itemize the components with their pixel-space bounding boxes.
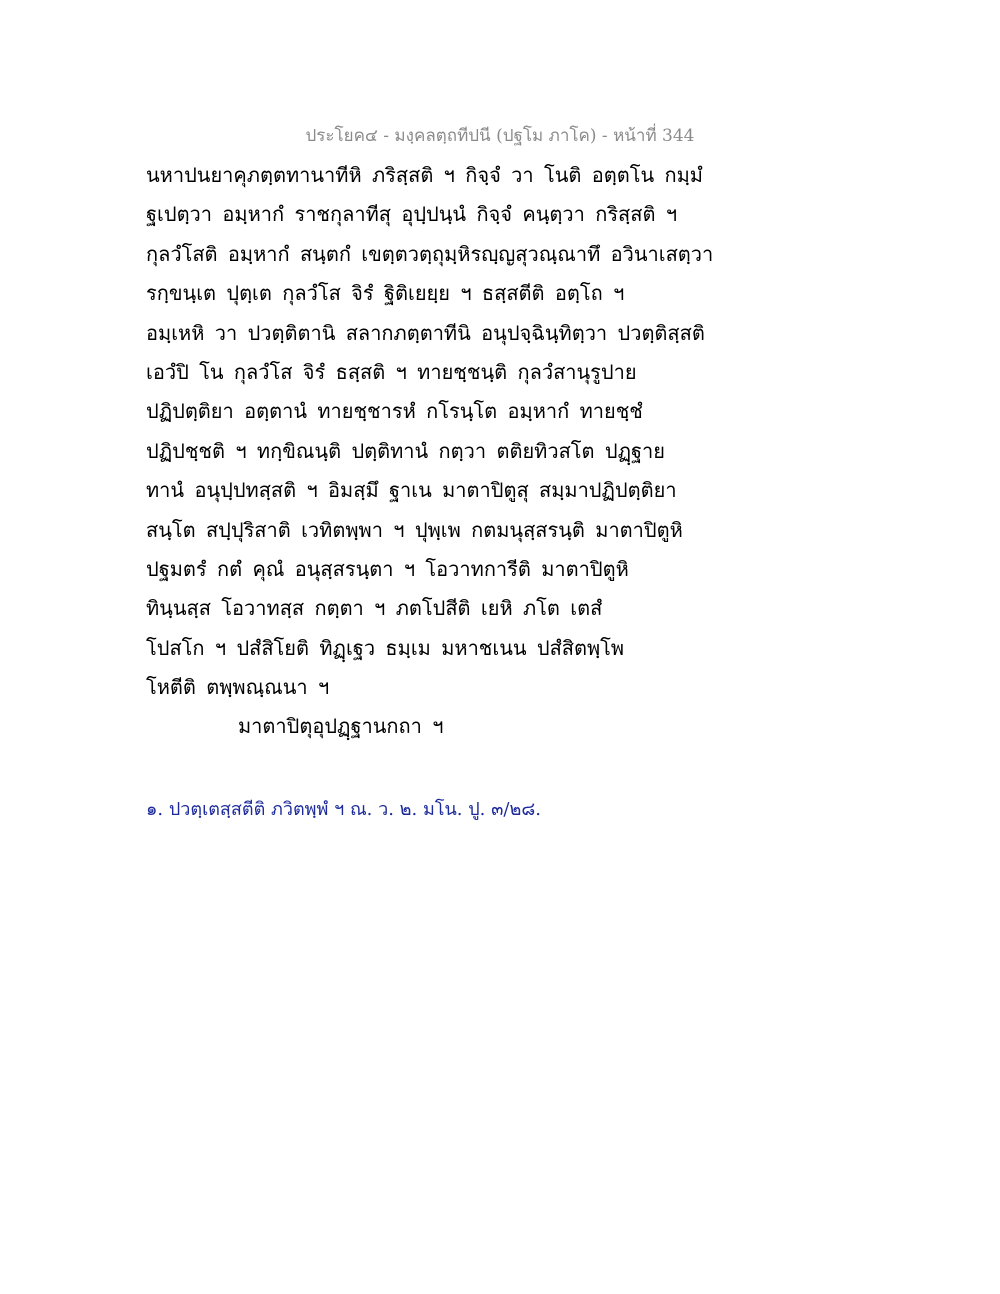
text-line: นหาปนยาคุภตฺตทานาทีหิ ภริสฺสติ ฯ กิจฺจํ วา โนติ อตฺตโน กมฺมํ (146, 163, 703, 187)
section-subheading: มาตาปิตุอุปฏฺฐานกถา ฯ (238, 714, 444, 739)
text-line: ปฏิปตฺติยา อตฺตานํ ทายชฺชารหํ กโรนฺโต อมฺหากํ ทายชฺชํ (146, 399, 643, 424)
text-line: กุลวํโสติ อมฺหากํ สนฺตกํ เขตฺตวตฺถุมฺหิรญฺญสุวณฺณาทึ อวินาเสตฺวา (146, 241, 714, 266)
text-line: ทินฺนสฺส โอวาทสฺส กตฺตา ฯ ภตโปสีติ เยหิ ภโต เตสํ (146, 596, 603, 621)
text-line: ปฐมตรํ กตํ คุณํ อนุสฺสรนฺตา ฯ โอวาทการีติ มาตาปิตูหิ (146, 556, 629, 581)
page-header-text: ประโยค๔ - มงฺคลตฺถทีปนี (ปฐโม ภาโค) - หน้าที่ 344 (305, 126, 695, 146)
text-line: ทานํ อนุปฺปทสฺสติ ฯ อิมสฺมึ ฐาเน มาตาปิตูสุ สมฺมาปฏิปตฺติยา (146, 478, 677, 503)
text-line: ปฏิปชฺชติ ฯ ทกฺขิณนฺติ ปตฺติทานํ กตฺวา ตติยทิวสโต ปฏฺฐาย (146, 438, 665, 463)
text-line: เอวํปิ โน กุลวํโส จิรํ ธสฺสติ ฯ ทายชฺชนฺติ กุลวํสานุรูปาย (146, 359, 637, 384)
body-text (146, 156, 866, 747)
text-line: โปสโก ฯ ปสํสิโยติ ทิฏฺเฐว ธมฺเม มหาชเนน ปสํสิตพฺโพ (146, 635, 625, 660)
text-line: โหตีติ ตพฺพณฺณนา ฯ (146, 675, 330, 700)
footnote: ๑. ปวตฺเตสฺสตีติ ภวิตพฺพํ ฯ ณ. ว. ๒. มโน. ปู. ๓/๒๘. (146, 799, 541, 820)
text-line: รกฺขนฺเต ปุตฺเต กุลวํโส จิรํ ฐิติเยยฺย ฯ ธสฺสตีติ อตฺโถ ฯ (146, 281, 625, 306)
text-line: ฐเปตฺวา อมฺหากํ ราชกุลาทีสุ อุปฺปนฺนํ กิจฺจํ คนฺตฺวา กริสฺสติ ฯ (146, 202, 678, 227)
text-line: อมฺเหหิ วา ปวตฺติตานิ สลากภตฺตาทีนิ อนุปจฺฉินฺทิตฺวา ปวตฺติสฺสติ (146, 320, 705, 345)
text-line: สนฺโต สปฺปุริสาติ เวทิตพฺพา ฯ ปุพฺเพ กตมนุสฺสรนฺติ มาตาปิตูหิ (146, 517, 683, 542)
page-header (0, 122, 1000, 149)
